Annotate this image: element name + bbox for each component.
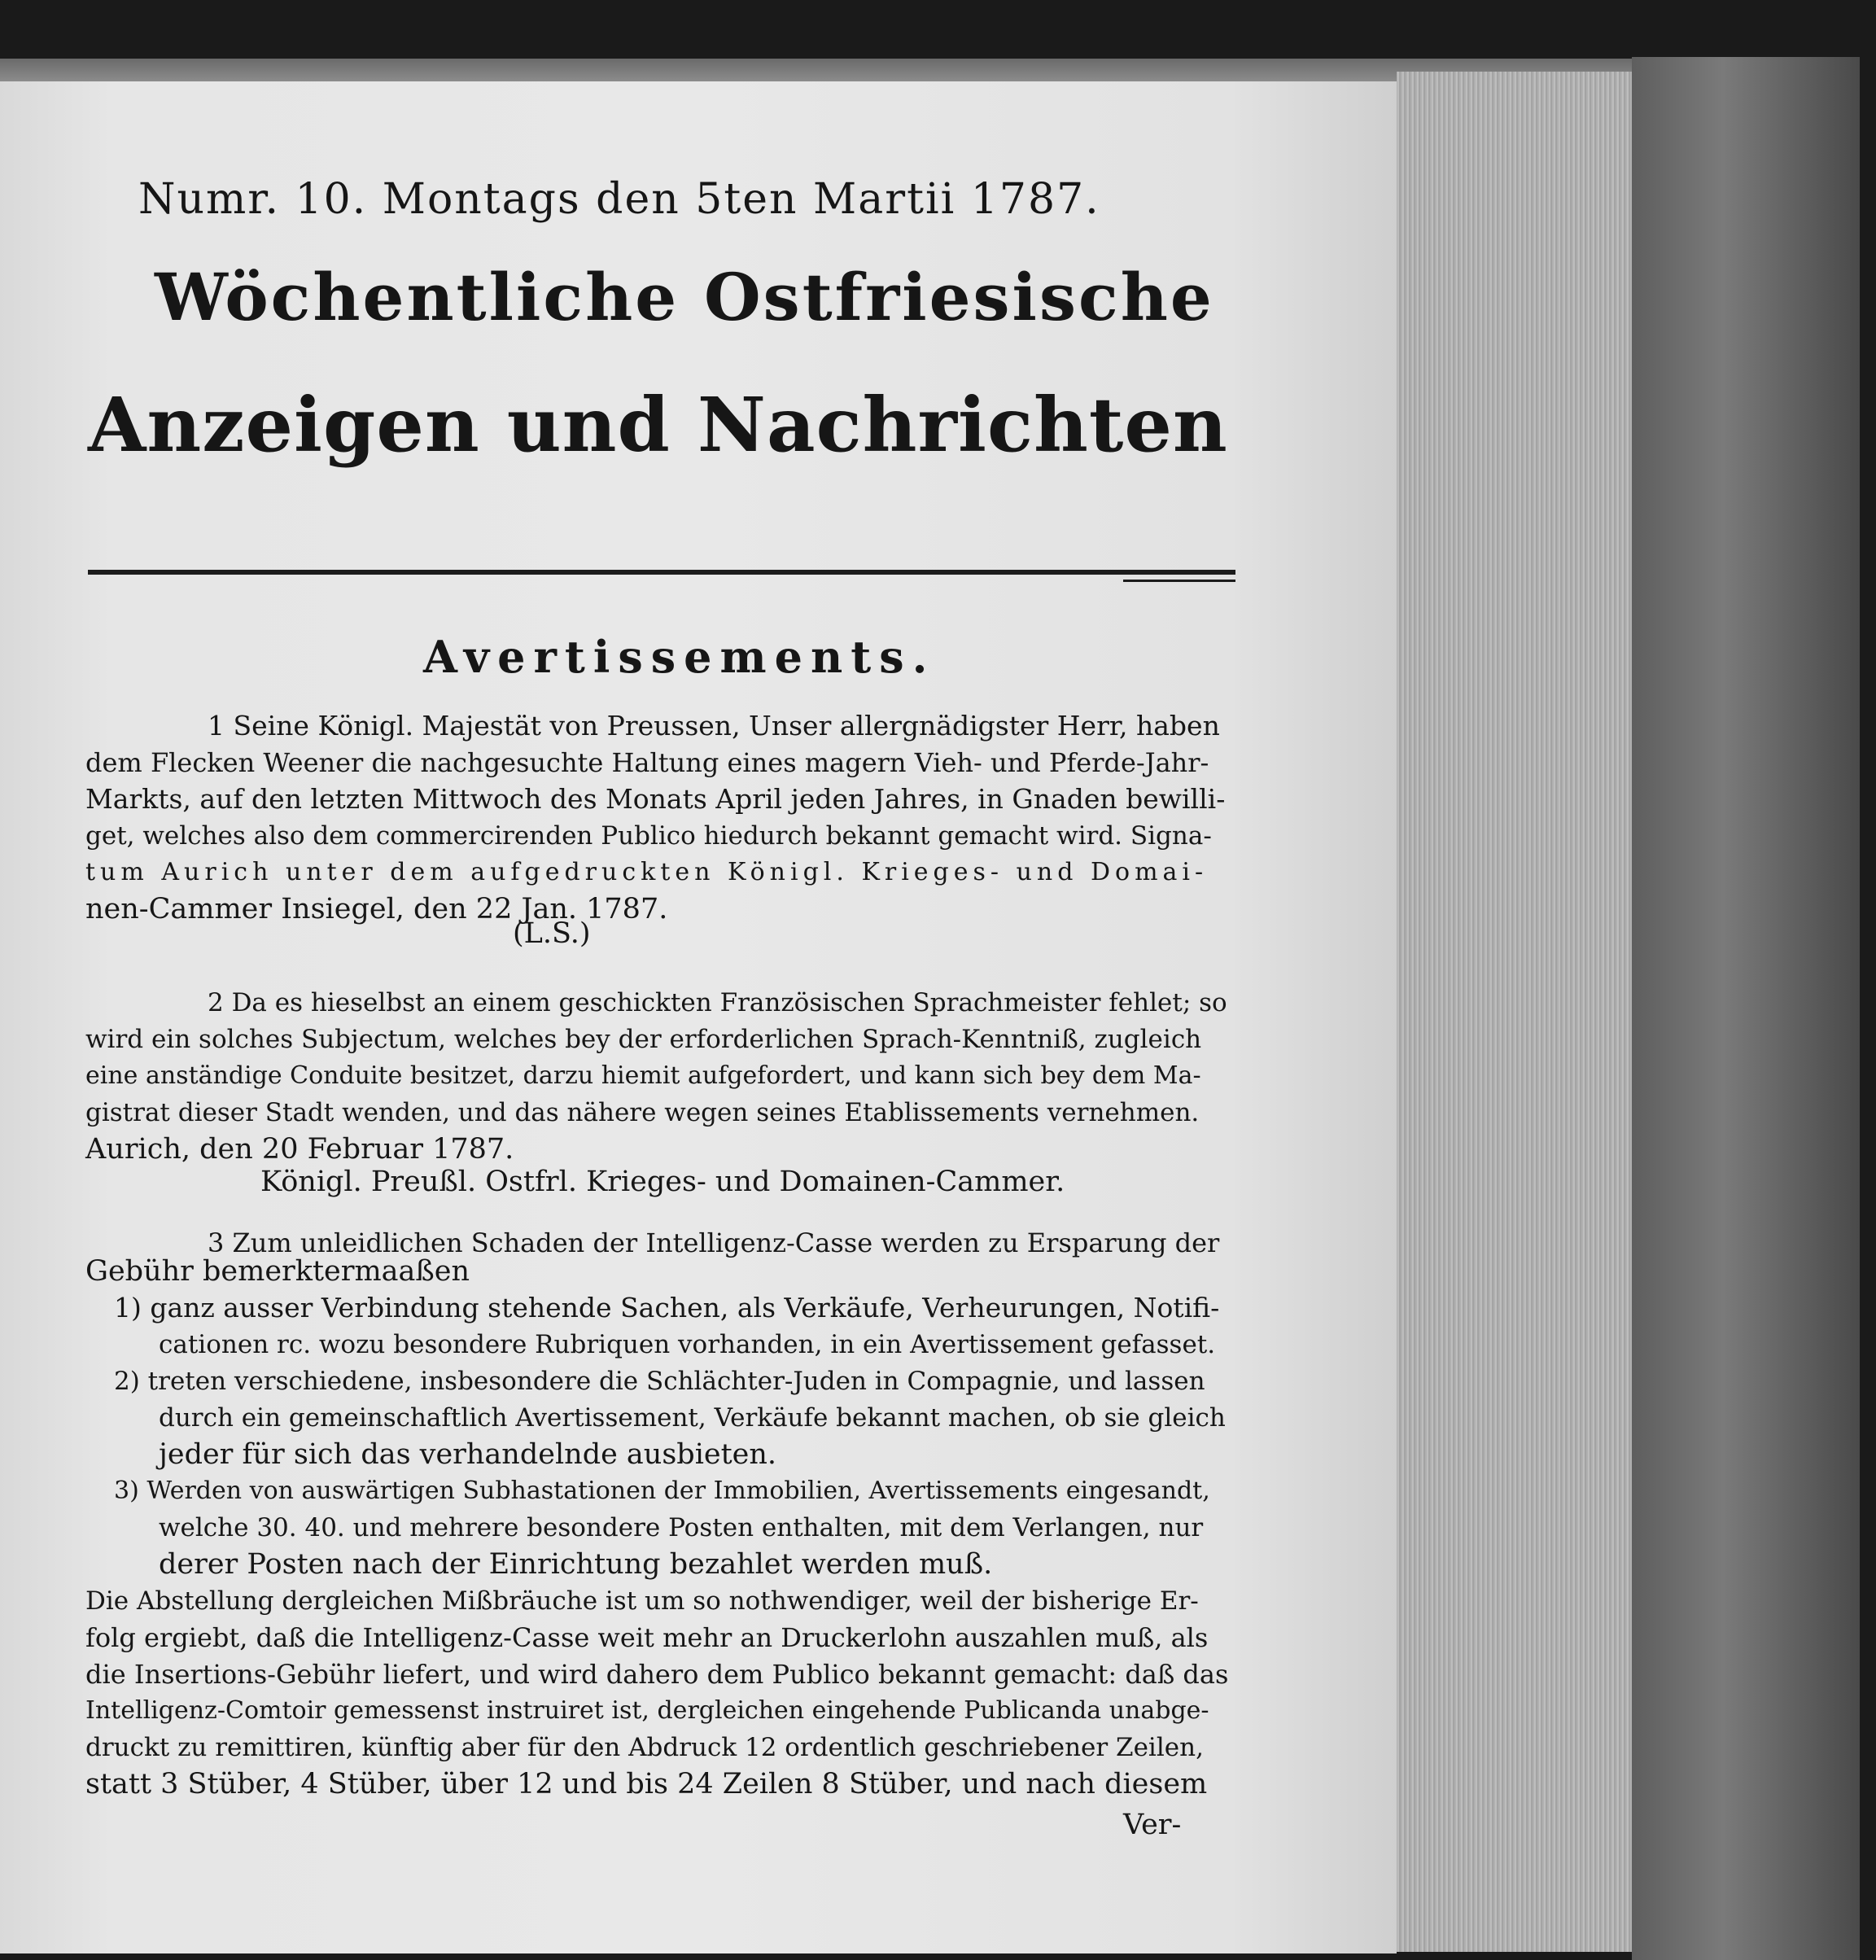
para3-list-item: 3) Werden von auswärtigen Subhastationen der Immobilien, Avertissements eingesandt, xyxy=(114,1477,1210,1505)
para3-list-item: 1) ganz ausser Verbindung stehende Sachen, als Verkäufe, Verheurungen, Notifi- xyxy=(114,1292,1220,1323)
para1-line: 1 Seine Königl. Majestät von Preussen, Unser allergnädigster Herr, haben xyxy=(208,710,1220,742)
para3-line: Die Abstellung dergleichen Mißbräuche ist um so nothwendiger, weil der bisherige Er- xyxy=(85,1586,1199,1616)
para3-list-item: derer Posten nach der Einrichtung bezahlet werden muß. xyxy=(159,1548,993,1581)
para3-line: folg ergiebt, daß die Intelligenz-Casse weit mehr an Druckerlohn auszahlen muß, als xyxy=(85,1622,1209,1653)
book-page-block-edge xyxy=(1397,72,1632,1952)
book-cover-spine xyxy=(1632,57,1860,1960)
seal-mark: (L.S.) xyxy=(513,917,591,950)
masthead-title-line2: Anzeigen und Nachrichten xyxy=(88,381,1228,469)
para1-line: tum Aurich unter dem aufgedruckten Königl. Krieges- und Domai- xyxy=(85,858,1209,886)
para1-line: nen-Cammer Insiegel, den 22 Jan. 1787. xyxy=(85,893,668,925)
para3-line: 3 Zum unleidlichen Schaden der Intelligenz-Casse werden zu Ersparung der xyxy=(208,1227,1220,1258)
para3-list-item: cationen rc. wozu besondere Rubriquen vorhanden, in ein Avertissement gefasset. xyxy=(159,1330,1216,1359)
para3-line: Intelligenz-Comtoir gemessenst instruiret ist, dergleichen eingehende Publicanda unabge- xyxy=(85,1696,1209,1725)
para2-line: eine anständige Conduite besitzet, darzu hiemit aufgefordert, und kann sich bey dem Ma- xyxy=(85,1061,1201,1090)
para1-line: dem Flecken Weener die nachgesuchte Haltung eines magern Vieh- und Pferde-Jahr- xyxy=(85,747,1209,778)
para3-list-item: durch ein gemeinschaftlich Avertissement, Verkäufe bekannt machen, ob sie gleich xyxy=(159,1403,1226,1433)
para1-line: get, welches also dem commercirenden Publico hiedurch bekannt gemacht wird. Signa- xyxy=(85,821,1212,851)
para3-list-item: 2) treten verschiedene, insbesondere die Schlächter-Juden in Compagnie, und lassen xyxy=(114,1367,1205,1396)
para2-signature: Königl. Preußl. Ostfrl. Krieges- und Domainen-Cammer. xyxy=(260,1166,1065,1198)
masthead-rule xyxy=(88,570,1235,575)
para2-line: 2 Da es hieselbst an einem geschickten Französischen Sprachmeister fehlet; so xyxy=(208,988,1227,1017)
issue-line: Numr. 10. Montags den 5ten Martii 1787. xyxy=(138,175,1100,224)
catchword: Ver- xyxy=(1123,1809,1182,1841)
para3-line: druckt zu remittiren, künftig aber für den Abdruck 12 ordentlich geschriebener Zeilen, xyxy=(85,1733,1204,1762)
para3-line: statt 3 Stüber, 4 Stüber, über 12 und bis 24 Zeilen 8 Stüber, und nach diesem xyxy=(85,1768,1208,1800)
para2-line: wird ein solches Subjectum, welches bey der erforderlichen Sprach-Kenntniß, zugleich xyxy=(85,1025,1202,1054)
para3-line: die Insertions-Gebühr liefert, und wird dahero dem Publico bekannt gemacht: daß das xyxy=(85,1659,1229,1690)
para3-list-item: welche 30. 40. und mehrere besondere Posten enthalten, mit dem Verlangen, nur xyxy=(159,1513,1204,1542)
para2-line: gistrat dieser Stadt wenden, und das nähere wegen seines Etablissements vernehmen. xyxy=(85,1098,1200,1127)
para1-line: Markts, auf den letzten Mittwoch des Monats April jeden Jahres, in Gnaden bewilli- xyxy=(85,783,1226,815)
para2-line: Aurich, den 20 Februar 1787. xyxy=(85,1133,514,1166)
masthead-rule-accent xyxy=(1123,580,1235,582)
masthead-title-line1: Wöchentliche Ostfriesische xyxy=(155,259,1214,335)
section-title: Avertissements. xyxy=(423,631,936,683)
para3-list-item: jeder für sich das verhandelnde ausbieten. xyxy=(159,1438,777,1471)
para3-line: Gebühr bemerktermaaßen xyxy=(85,1255,470,1288)
